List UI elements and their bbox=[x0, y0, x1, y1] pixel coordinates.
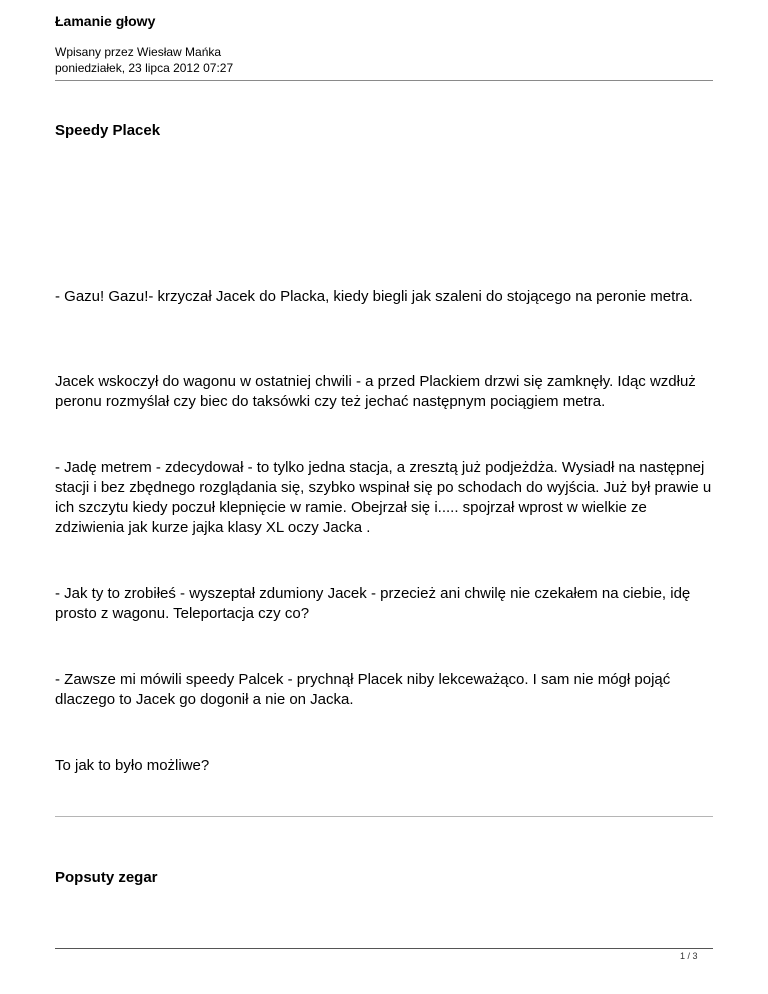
paragraph: To jak to było możliwe? bbox=[55, 757, 210, 774]
section-title-speedy-placek: Speedy Placek bbox=[55, 122, 161, 139]
date-line: poniedziałek, 23 lipca 2012 07:27 bbox=[55, 61, 234, 75]
paragraph: - Jak ty to zrobiłeś - wyszeptał zdumiony Jacek - przecież ani chwilę nie czekałem na ciebie, idę prosto z wagonu. Teleportacja czy co? bbox=[55, 585, 691, 622]
page-number: 1 / 3 bbox=[680, 951, 698, 961]
section-divider bbox=[55, 816, 713, 817]
paragraph: Jacek wskoczył do wagonu w ostatniej chwili - a przed Plackiem drzwi się zamknęły. Idąc wzdłuż peronu rozmyślał czy biec do taksówki czy też jechać następnym pociągiem metra. bbox=[55, 373, 696, 410]
article-meta bbox=[55, 44, 233, 76]
paragraph: - Gazu! Gazu!- krzyczał Jacek do Placka, kiedy biegli jak szaleni do stojącego na peronie metra. bbox=[55, 288, 693, 305]
paragraph: - Zawsze mi mówili speedy Palcek - prychnął Placek niby lekceważąco. I sam nie mógł pojąć dlaczego to Jacek go dogonił a nie on Jacka. bbox=[55, 671, 671, 708]
footer-divider bbox=[55, 948, 713, 949]
header-divider bbox=[55, 80, 713, 81]
paragraph: - Jadę metrem - zdecydował - to tylko jedna stacja, a zresztą już podjeżdża. Wysiadł na następnej stacji i bez zbędnego rozglądania się, szybko wspinał się po schodach do wyjścia. Już był prawie u ich szczytu kiedy poczuł klepnięcie w ramie. Obejrzał się i..... spojrzał wprost w wielkie ze zdziwienia jak kurze jajka klasy XL oczy Jacka . bbox=[55, 459, 712, 536]
section-title-popsuty-zegar: Popsuty zegar bbox=[55, 869, 158, 886]
article-title: Łamanie głowy bbox=[55, 13, 156, 29]
author-line: Wpisany przez Wiesław Mańka bbox=[55, 45, 222, 59]
